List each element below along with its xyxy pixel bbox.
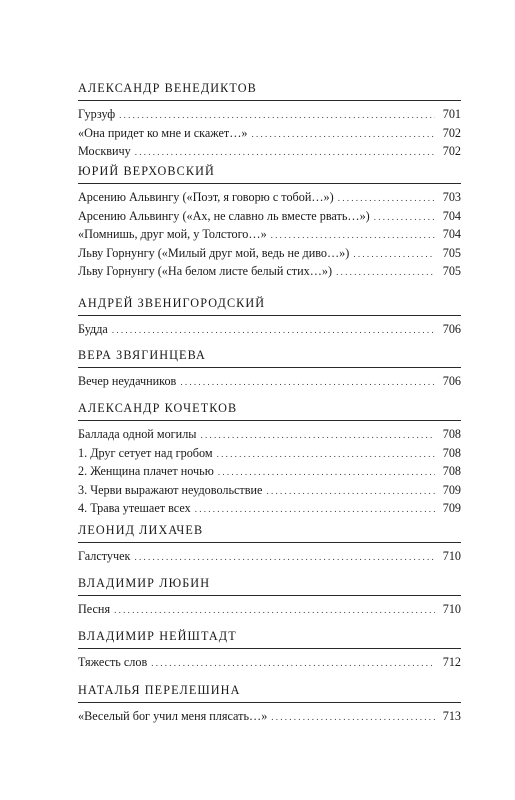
toc-section [78, 400, 461, 518]
author-heading: НАТАЛЬЯ ПЕРЕЛЕШИНА [78, 683, 241, 697]
toc-section [78, 163, 461, 281]
toc-entry[interactable] [78, 462, 461, 481]
entry-page-number: 709 [442, 501, 461, 516]
toc-section [78, 347, 461, 391]
author-heading: АНДРЕЙ ЗВЕНИГОРОДСКИЙ [78, 296, 266, 310]
entry-page-number: 708 [442, 445, 461, 460]
toc-entry[interactable] [78, 425, 461, 444]
entry-title: Льву Горнунгу («На белом листе белый стих…») [78, 264, 333, 279]
entry-title: Песня [78, 602, 111, 616]
toc-section [78, 682, 461, 726]
entry-title: Гурзуф [78, 107, 116, 121]
dot-leader [112, 321, 435, 340]
author-heading: ВЛАДИМИР ЛЮБИН [78, 576, 211, 590]
section-divider [78, 315, 461, 316]
entry-title: 2. Женщина плачет ночью [78, 464, 214, 479]
author-heading: АЛЕКСАНДР ВЕНЕДИКТОВ [78, 81, 257, 95]
entry-list [78, 547, 461, 566]
entry-list [78, 707, 461, 726]
entry-list [78, 105, 461, 161]
toc-entry[interactable] [78, 105, 461, 124]
dot-leader [271, 226, 435, 245]
toc-entry[interactable] [78, 207, 461, 226]
entry-title: 3. Черви выражают неудовольствие [78, 482, 263, 497]
dot-leader [336, 263, 435, 282]
entry-page-number: 702 [442, 125, 461, 140]
toc-entry[interactable] [78, 188, 461, 207]
entry-page-number: 706 [442, 374, 461, 388]
dot-leader [135, 143, 435, 162]
dot-leader [218, 463, 435, 482]
dot-leader [195, 500, 435, 519]
entry-page-number: 710 [442, 549, 461, 563]
entry-page-number: 713 [442, 709, 461, 723]
toc-entry[interactable] [78, 653, 461, 672]
section-divider [78, 183, 461, 184]
author-heading: ЮРИЙ ВЕРХОВСКИЙ [78, 164, 215, 178]
toc-section [78, 628, 461, 672]
entry-page-number: 705 [442, 245, 461, 260]
author-heading: ВЛАДИМИР НЕЙШТАДТ [78, 629, 237, 643]
section-divider [78, 702, 461, 703]
dot-leader [119, 106, 435, 125]
entry-title: Тяжесть слов [78, 655, 148, 669]
toc-entry[interactable] [78, 244, 461, 263]
entry-page-number: 705 [442, 264, 461, 279]
entry-page-number: 703 [442, 190, 461, 204]
dot-leader [151, 654, 435, 673]
toc-entry[interactable] [78, 499, 461, 518]
toc-entry[interactable] [78, 124, 461, 143]
entry-title: «Веселый бог учил меня плясать…» [78, 709, 268, 723]
entry-title: 1. Друг сетует над гробом [78, 445, 213, 460]
entry-list [78, 372, 461, 391]
entry-title: «Помнишь, друг мой, у Толстого…» [78, 227, 267, 242]
toc-entry[interactable] [78, 225, 461, 244]
entry-title: Арсению Альвингу («Поэт, я говорю с тобой…») [78, 190, 334, 204]
entry-page-number: 708 [442, 464, 461, 479]
toc-entry[interactable] [78, 547, 461, 566]
dot-leader [338, 189, 435, 208]
section-divider [78, 367, 461, 368]
entry-list [78, 600, 461, 619]
toc-entry[interactable] [78, 600, 461, 619]
toc-section [78, 295, 461, 339]
toc-entry[interactable] [78, 320, 461, 339]
author-heading: ЛЕОНИД ЛИХАЧЕВ [78, 523, 204, 537]
entry-title: Льву Горнунгу («Милый друг мой, ведь не диво…») [78, 245, 350, 260]
entry-title: «Она придет ко мне и скажет…» [78, 125, 248, 140]
entry-title: Баллада одной могилы [78, 427, 197, 441]
dot-leader [180, 373, 435, 392]
author-heading: ВЕРА ЗВЯГИНЦЕВА [78, 348, 206, 362]
dot-leader [266, 482, 435, 501]
toc-section [78, 522, 461, 566]
section-divider [78, 595, 461, 596]
entry-page-number: 709 [442, 482, 461, 497]
dot-leader [353, 245, 435, 264]
entry-page-number: 708 [442, 427, 461, 441]
entry-page-number: 712 [442, 655, 461, 669]
dot-leader [217, 445, 435, 464]
section-divider [78, 100, 461, 101]
entry-page-number: 702 [442, 144, 461, 159]
entry-list [78, 653, 461, 672]
section-divider [78, 648, 461, 649]
entry-page-number: 706 [442, 322, 461, 336]
toc-section [78, 575, 461, 619]
dot-leader [200, 426, 435, 445]
toc-entry[interactable] [78, 372, 461, 391]
toc-entry[interactable] [78, 262, 461, 281]
entry-page-number: 701 [442, 107, 461, 121]
entry-list [78, 188, 461, 281]
dot-leader [134, 548, 435, 567]
section-divider [78, 420, 461, 421]
entry-title: Арсению Альвингу («Ах, не славно ль вместе рвать…») [78, 208, 370, 223]
dot-leader [252, 125, 435, 144]
toc-section [78, 80, 461, 161]
dot-leader [114, 601, 435, 620]
author-heading: АЛЕКСАНДР КОЧЕТКОВ [78, 401, 238, 415]
entry-title: 4. Трава утешает всех [78, 501, 191, 516]
entry-page-number: 704 [442, 208, 461, 223]
entry-title: Москвичу [78, 144, 131, 159]
dot-leader [374, 208, 435, 227]
toc-entry[interactable] [78, 481, 461, 500]
entry-list [78, 425, 461, 518]
entry-page-number: 710 [442, 602, 461, 616]
toc-entry[interactable] [78, 142, 461, 161]
entry-title: Галстучек [78, 549, 131, 563]
section-divider [78, 542, 461, 543]
dot-leader [271, 708, 435, 727]
toc-entry[interactable] [78, 707, 461, 726]
entry-list [78, 320, 461, 339]
entry-page-number: 704 [442, 227, 461, 242]
entry-title: Вечер неудачников [78, 374, 177, 388]
toc-entry[interactable] [78, 444, 461, 463]
entry-title: Будда [78, 322, 108, 336]
